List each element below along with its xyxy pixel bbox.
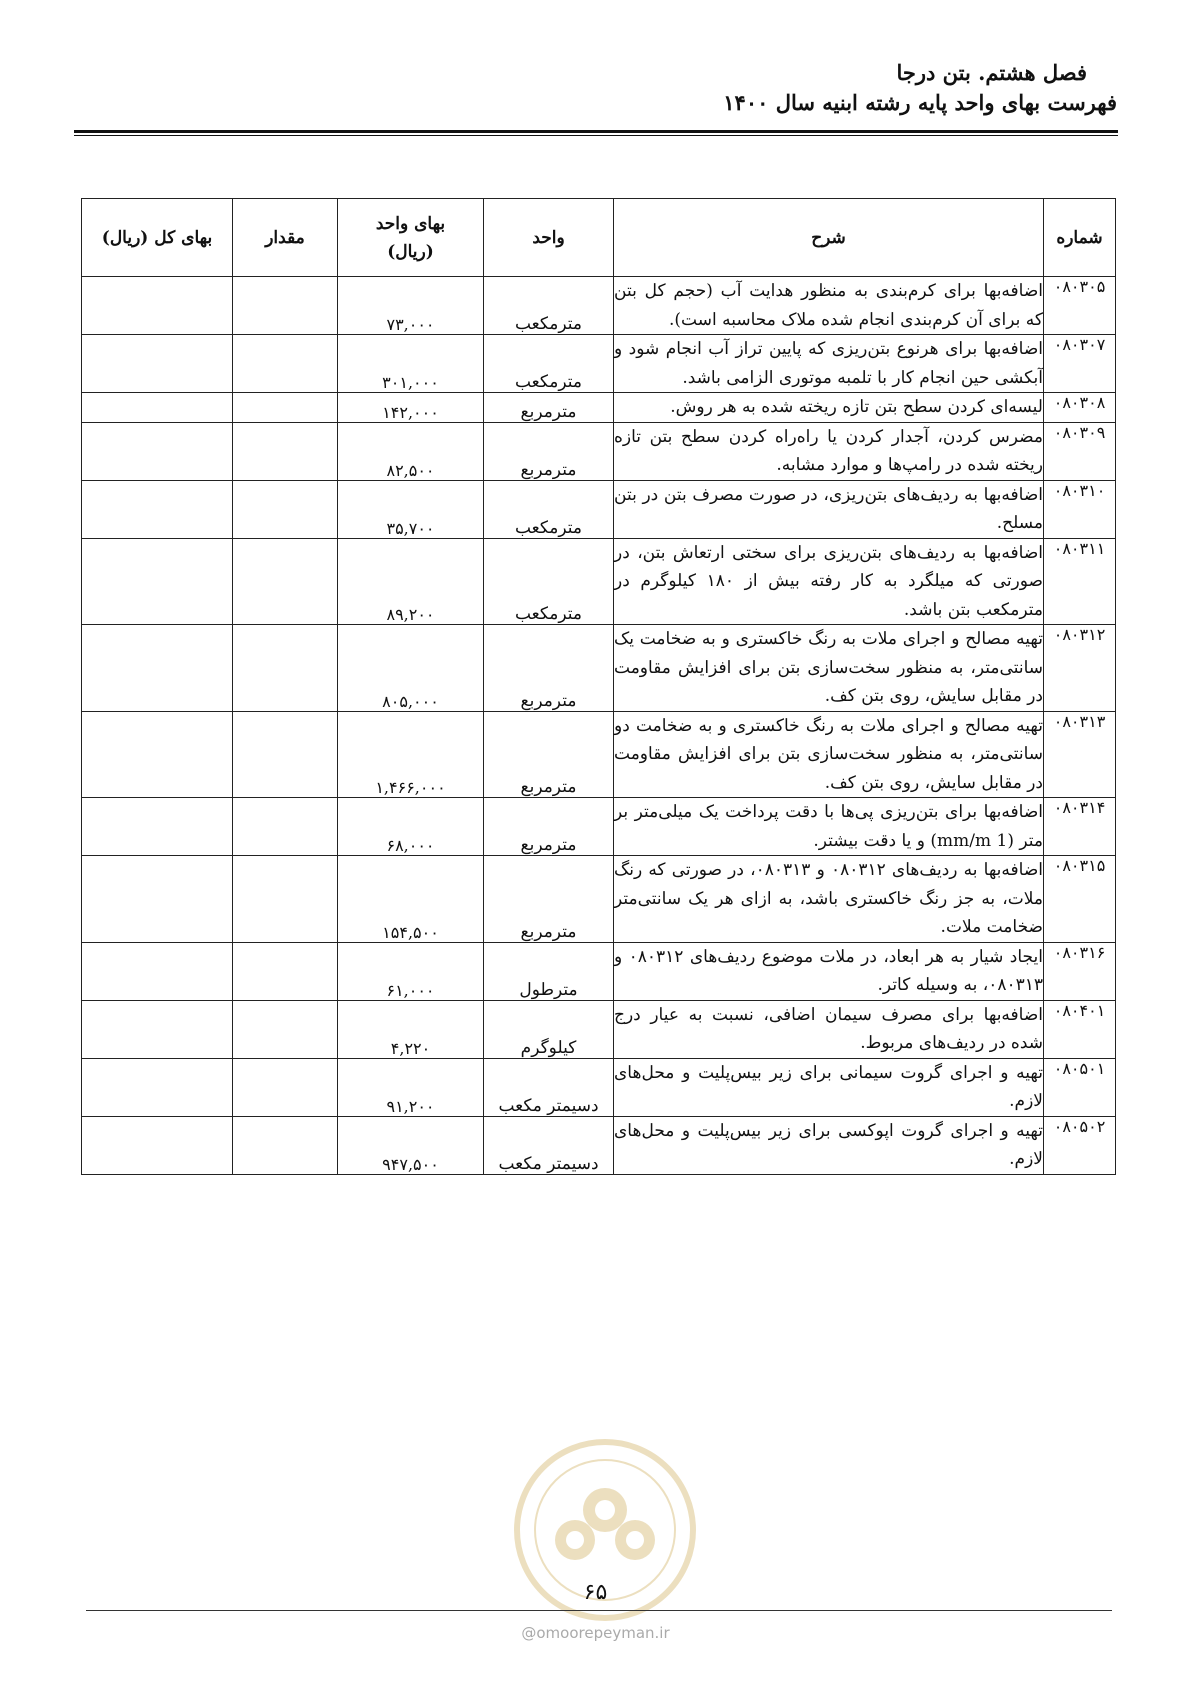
header-unit: واحد [484, 199, 614, 277]
header-rule-thick [74, 130, 1118, 133]
row-description: اضافه‌بها به ردیف‌های بتن‌ریزی برای سختی ارتعاش بتن، در صورتی که میلگرد به کار رفته بیش از ۱۸۰ کیلوگرم در مترمکعب بتن باشد. [614, 538, 1044, 625]
table-row [82, 393, 1116, 423]
table-body [82, 277, 1116, 1175]
row-description: لیسه‌ای کردن سطح بتن تازه ریخته شده به هر روش. [614, 393, 1044, 423]
row-number: ۰۸۰۳۱۱ [1044, 538, 1116, 625]
table-header-row [82, 199, 1116, 277]
row-unit-price: ۸۹,۲۰۰ [338, 538, 484, 625]
price-table [81, 198, 1116, 1175]
row-unit: مترمکعب [484, 335, 614, 393]
table-row [82, 711, 1116, 798]
row-description: تهیه مصالح و اجرای ملات به رنگ خاکستری و به ضخامت دو سانتی‌متر، به منظور سخت‌سازی بتن برای افزایش مقاومت در مقابل سایش، روی بتن کف. [614, 711, 1044, 798]
row-unit: مترمربع [484, 798, 614, 856]
row-unit-price: ۱۴۲,۰۰۰ [338, 393, 484, 423]
row-quantity [233, 480, 338, 538]
row-quantity [233, 1058, 338, 1116]
header-unit-price-label: بهای واحد [375, 213, 446, 234]
header-quantity: مقدار [233, 199, 338, 277]
row-description: اضافه‌بها به ردیف‌های بتن‌ریزی، در صورت مصرف بتن در بتن مسلح. [614, 480, 1044, 538]
row-number: ۰۸۰۳۱۴ [1044, 798, 1116, 856]
row-unit-price: ۶۸,۰۰۰ [338, 798, 484, 856]
row-quantity [233, 798, 338, 856]
row-number: ۰۸۰۳۰۷ [1044, 335, 1116, 393]
header-unit-price-currency: (ریال) [387, 241, 434, 262]
row-number: ۰۸۰۵۰۱ [1044, 1058, 1116, 1116]
row-unit-price: ۶۱,۰۰۰ [338, 942, 484, 1000]
row-unit-price: ۳۰۱,۰۰۰ [338, 335, 484, 393]
page-number: ۶۵ [583, 1580, 608, 1605]
row-quantity [233, 1116, 338, 1174]
chapter-title: فصل هشتم. بتن درجا [896, 60, 1087, 85]
row-unit-price: ۹۴۷,۵۰۰ [338, 1116, 484, 1174]
row-number: ۰۸۰۴۰۱ [1044, 1000, 1116, 1058]
row-total-price [82, 422, 233, 480]
row-number: ۰۸۰۳۰۸ [1044, 393, 1116, 423]
table-row [82, 335, 1116, 393]
row-description: اضافه‌بها برای کرم‌بندی به منظور هدایت آب (حجم کل بتن که برای آن کرم‌بندی انجام شده ملاک محاسبه است). [614, 277, 1044, 335]
row-unit-price: ۸۰۵,۰۰۰ [338, 625, 484, 712]
row-quantity [233, 856, 338, 943]
row-total-price [82, 625, 233, 712]
table-row [82, 942, 1116, 1000]
footer-rule [86, 1610, 1112, 1611]
row-unit: دسیمتر مکعب [484, 1058, 614, 1116]
table-row [82, 538, 1116, 625]
row-unit: مترمربع [484, 422, 614, 480]
row-quantity [233, 711, 338, 798]
table-row [82, 625, 1116, 712]
row-unit: مترمربع [484, 393, 614, 423]
row-description: اضافه‌بها برای بتن‌ریزی پی‌ها با دقت پرداخت یک میلی‌متر بر متر (1 mm/m) و یا دقت بیشتر. [614, 798, 1044, 856]
row-total-price [82, 335, 233, 393]
row-description: اضافه‌بها برای مصرف سیمان اضافی، نسبت به عیار درج شده در ردیف‌های مربوط. [614, 1000, 1044, 1058]
row-unit-price: ۳۵,۷۰۰ [338, 480, 484, 538]
row-unit-price: ۸۲,۵۰۰ [338, 422, 484, 480]
row-unit: دسیمتر مکعب [484, 1116, 614, 1174]
row-total-price [82, 711, 233, 798]
row-unit-price: ۹۱,۲۰۰ [338, 1058, 484, 1116]
row-description: اضافه‌بها به ردیف‌های ۰۸۰۳۱۲ و ۰۸۰۳۱۳، در صورتی که رنگ ملات، به جز رنگ خاکستری باشد، به ازای هر یک سانتی‌متر ضخامت ملات. [614, 856, 1044, 943]
table-row [82, 856, 1116, 943]
row-number: ۰۸۰۳۱۵ [1044, 856, 1116, 943]
table-row [82, 1000, 1116, 1058]
row-number: ۰۸۰۳۰۵ [1044, 277, 1116, 335]
row-quantity [233, 625, 338, 712]
row-quantity [233, 335, 338, 393]
header-number: شماره [1044, 199, 1116, 277]
row-number: ۰۸۰۳۱۲ [1044, 625, 1116, 712]
row-description: تهیه و اجرای گروت سیمانی برای زیر بیس‌پلیت و محل‌های لازم. [614, 1058, 1044, 1116]
table-row [82, 1116, 1116, 1174]
row-number: ۰۸۰۳۱۰ [1044, 480, 1116, 538]
row-number: ۰۸۰۳۰۹ [1044, 422, 1116, 480]
row-unit-price: ۱,۴۶۶,۰۰۰ [338, 711, 484, 798]
table-row [82, 480, 1116, 538]
header-total: بهای کل (ریال) [82, 199, 233, 277]
row-unit: مترمکعب [484, 538, 614, 625]
row-description: ایجاد شیار به هر ابعاد، در ملات موضوع ردیف‌های ۰۸۰۳۱۲ و ۰۸۰۳۱۳، به وسیله کاتر. [614, 942, 1044, 1000]
document-subtitle: فهرست بهای واحد پایه رشته ابنیه سال ۱۴۰۰ [723, 90, 1117, 115]
row-unit: مترمکعب [484, 277, 614, 335]
page-header [723, 58, 1117, 118]
row-unit: مترمربع [484, 711, 614, 798]
row-number: ۰۸۰۵۰۲ [1044, 1116, 1116, 1174]
header-unit-price [338, 199, 484, 277]
row-description: تهیه مصالح و اجرای ملات به رنگ خاکستری و به ضخامت یک سانتی‌متر، به منظور سخت‌سازی بتن برای افزایش مقاومت در مقابل سایش، روی بتن کف. [614, 625, 1044, 712]
row-quantity [233, 942, 338, 1000]
row-quantity [233, 277, 338, 335]
row-total-price [82, 1000, 233, 1058]
row-unit-price: ۷۳,۰۰۰ [338, 277, 484, 335]
row-quantity [233, 393, 338, 423]
row-total-price [82, 1116, 233, 1174]
row-total-price [82, 1058, 233, 1116]
row-total-price [82, 480, 233, 538]
row-total-price [82, 856, 233, 943]
row-unit: مترمکعب [484, 480, 614, 538]
row-unit-price: ۱۵۴,۵۰۰ [338, 856, 484, 943]
row-unit: کیلوگرم [484, 1000, 614, 1058]
row-number: ۰۸۰۳۱۶ [1044, 942, 1116, 1000]
row-quantity [233, 1000, 338, 1058]
row-total-price [82, 798, 233, 856]
row-unit-price: ۴,۲۲۰ [338, 1000, 484, 1058]
row-unit: مترطول [484, 942, 614, 1000]
header-rule-thin [74, 135, 1118, 136]
row-total-price [82, 393, 233, 423]
row-total-price [82, 538, 233, 625]
row-unit: مترمربع [484, 625, 614, 712]
row-quantity [233, 538, 338, 625]
table-row [82, 277, 1116, 335]
table-row [82, 1058, 1116, 1116]
row-total-price [82, 942, 233, 1000]
website-watermark: @omoorepeyman.ir [521, 1624, 670, 1642]
header-description: شرح [614, 199, 1044, 277]
row-description: اضافه‌بها برای هرنوع بتن‌ریزی که پایین تراز آب انجام شود و آبکشی حین انجام کار با تلمبه موتوری الزامی باشد. [614, 335, 1044, 393]
row-quantity [233, 422, 338, 480]
row-unit: مترمربع [484, 856, 614, 943]
table-row [82, 798, 1116, 856]
row-number: ۰۸۰۳۱۳ [1044, 711, 1116, 798]
row-description: تهیه و اجرای گروت اپوکسی برای زیر بیس‌پلیت و محل‌های لازم. [614, 1116, 1044, 1174]
row-description: مضرس کردن، آجدار کردن یا راه‌راه کردن سطح بتن تازه ریخته شده در رامپ‌ها و موارد مشابه. [614, 422, 1044, 480]
row-total-price [82, 277, 233, 335]
table-row [82, 422, 1116, 480]
